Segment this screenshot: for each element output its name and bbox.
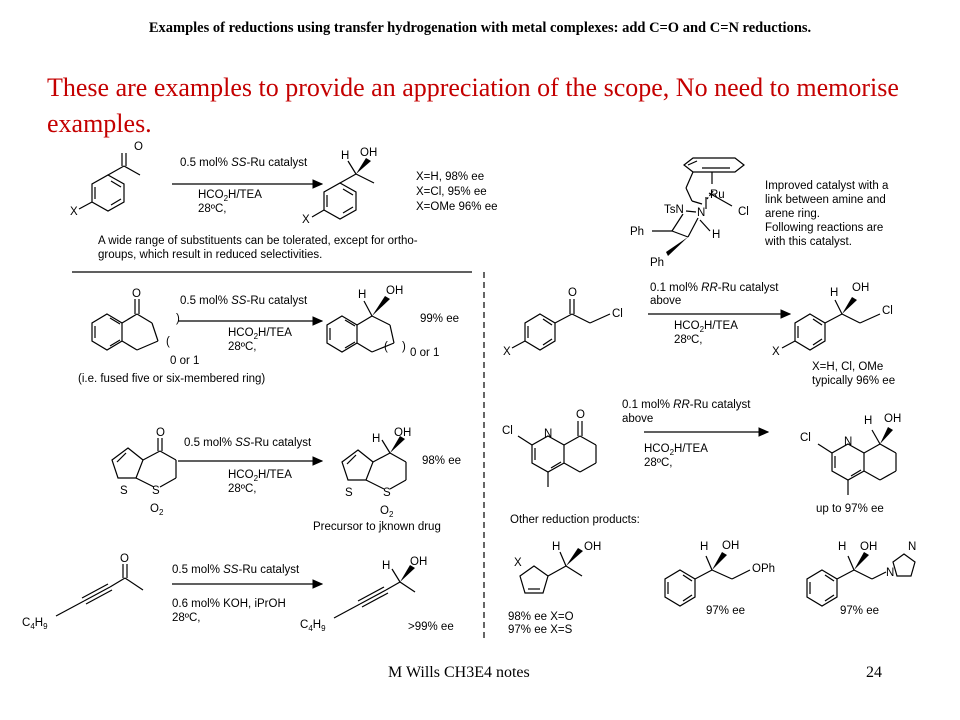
p3-n2: N: [886, 567, 895, 579]
r4-catalyst: 0.5 mol% SS-Ru catalyst: [172, 564, 300, 576]
r5-cond1: $HCO_2H$/TEA: [674, 320, 738, 334]
r2-note: (i.e. fused five or six-membered ring): [78, 373, 266, 385]
r5-x-label: X: [503, 346, 511, 358]
cat-ph-1: Ph: [630, 226, 645, 238]
cat-desc-2: arene ring.: [765, 208, 820, 220]
catalyst-labels: [630, 180, 889, 269]
r5-catalyst-2: above: [650, 295, 682, 307]
reaction-6: [518, 421, 896, 495]
r6-ee: up to 97% ee: [816, 503, 884, 515]
r1-o-label: O: [134, 141, 143, 153]
r5-catalyst-1: 0.1 mol% RR-Ru catalyst: [650, 282, 779, 294]
r6-catalyst-1: 0.1 mol% RR-Ru catalyst: [622, 399, 751, 411]
other-products: [520, 548, 915, 606]
r1-cond2: 28ºC,: [198, 203, 227, 215]
r4-h-label: H: [382, 560, 391, 572]
cat-ru: Ru: [710, 189, 725, 201]
r5-h-label: H: [830, 287, 839, 299]
r3-note: Precursor to jknown drug: [313, 521, 441, 533]
r2-oh-label: OH: [386, 285, 404, 297]
r4-oh-label: OH: [410, 556, 428, 568]
r6-pcl-label: Cl: [800, 432, 811, 444]
footer-author: M Wills CH3E4 notes: [388, 664, 530, 681]
r2-cond2: 28ºC,: [228, 341, 257, 353]
p1-ee-1: 98% ee X=O: [508, 611, 574, 623]
r4-pc4h9: $C_4H_9$: [300, 619, 326, 633]
reaction-5-labels: [503, 282, 895, 387]
r4-o-label: O: [120, 553, 129, 565]
r5-o-label: O: [568, 287, 577, 299]
r2-paren-open-prod: (: [384, 341, 388, 353]
intro-text: These are examples to provide an appreciation of the scope, No need to memorise examples.: [47, 73, 899, 138]
r3-oh-label: OH: [394, 427, 412, 439]
cat-desc-4: with this catalyst.: [765, 236, 852, 248]
p1-h: H: [552, 541, 561, 553]
r1-catalyst: 0.5 mol% SS-Ru catalyst: [180, 157, 308, 169]
r2-h-label: H: [358, 289, 367, 301]
r1-result-0: X=H, 98% ee: [416, 171, 485, 183]
r5-cond2: 28ºC,: [674, 334, 703, 346]
r5-px-label: X: [772, 346, 780, 358]
r3-cond2: 28ºC,: [228, 483, 257, 495]
r1-x-label-prod: X: [302, 214, 310, 226]
reaction-6-labels: [502, 399, 901, 515]
p3-n1: N: [908, 541, 917, 553]
r2-paren-close-prod: ): [402, 341, 406, 353]
r6-o-label: O: [576, 409, 585, 421]
p2-ee: 97% ee: [706, 605, 746, 617]
r3-h-label: H: [372, 433, 381, 445]
r2-cond1: $HCO_2H$/TEA: [228, 327, 292, 341]
r2-o-label: O: [132, 288, 141, 300]
reaction-1-labels: [70, 141, 498, 261]
r3-pso2: $O_2$: [380, 505, 394, 519]
r2-ee: 99% ee: [420, 313, 460, 325]
reaction-3-labels: [120, 427, 461, 533]
p3-ee: 97% ee: [840, 605, 880, 617]
r1-result-2: X=OMe 96% ee: [416, 201, 498, 213]
page-number: 24: [866, 664, 882, 681]
reaction-4-labels: [22, 553, 454, 633]
others-heading: Other reduction products:: [510, 514, 640, 526]
r1-x-label: X: [70, 206, 78, 218]
r4-c4h9: $C_4H_9$: [22, 617, 48, 631]
r4-cond2: 28ºC,: [172, 612, 201, 624]
r1-oh-label: OH: [360, 147, 378, 159]
cat-desc-1: link between amine and: [765, 194, 886, 206]
other-products-labels: [508, 514, 916, 636]
r3-o-label: O: [156, 427, 165, 439]
r3-s1: S: [120, 485, 128, 497]
r5-cl-label: Cl: [612, 308, 623, 320]
r2-catalyst: 0.5 mol% SS-Ru catalyst: [180, 295, 308, 307]
p2-oh: OH: [722, 540, 740, 552]
r1-cond1: $HCO_2H$/TEA: [198, 189, 262, 203]
r2-sub-label-prod: 0 or 1: [410, 347, 440, 359]
cat-desc-3: Following reactions are: [765, 222, 884, 234]
p3-h: H: [838, 541, 847, 553]
r5-pcl-label: Cl: [882, 305, 893, 317]
r3-so2: $O_2$: [150, 503, 164, 517]
r3-catalyst: 0.5 mol% SS-Ru catalyst: [184, 437, 312, 449]
r1-note-2: groups, which result in reduced selectivities.: [98, 249, 323, 261]
p1-x: X: [514, 557, 522, 569]
p3-oh: OH: [860, 541, 878, 553]
r4-ee: >99% ee: [408, 621, 454, 633]
r6-oh-label: OH: [884, 413, 902, 425]
r6-pn-label: N: [844, 436, 853, 448]
r4-cond1: 0.6 mol% KOH, iPrOH: [172, 598, 286, 610]
r6-h-label: H: [864, 415, 873, 427]
r2-paren-close: ): [176, 313, 180, 325]
p2-h: H: [700, 541, 709, 553]
p1-oh: OH: [584, 541, 602, 553]
slide-title: Examples of reductions using transfer hydrogenation with metal complexes: add C=O and C=N reductions.: [148, 20, 812, 36]
r3-cond1: $HCO_2H$/TEA: [228, 469, 292, 483]
r5-oh-label: OH: [852, 282, 870, 294]
r3-s2: S: [152, 485, 160, 497]
r5-result-2: typically 96% ee: [812, 375, 896, 387]
r6-cond1: $HCO_2H$/TEA: [644, 443, 708, 457]
r5-result-1: X=H, Cl, OMe: [812, 361, 884, 373]
r3-ps1: S: [345, 487, 353, 499]
r6-catalyst-2: above: [622, 413, 654, 425]
cat-n: N: [697, 207, 706, 219]
p2-oph: OPh: [752, 563, 776, 575]
r1-result-1: X=Cl, 95% ee: [416, 186, 487, 198]
r6-n-label: N: [544, 428, 553, 440]
r3-ps2: S: [383, 487, 391, 499]
r3-ee: 98% ee: [422, 455, 462, 467]
cat-h: H: [712, 229, 721, 241]
r6-cl-label: Cl: [502, 425, 513, 437]
cat-desc-0: Improved catalyst with a: [765, 180, 889, 192]
cat-ph-2: Ph: [650, 257, 665, 269]
r1-h-label: H: [341, 150, 350, 162]
r2-paren-open: (: [166, 336, 170, 348]
cat-cl: Cl: [738, 206, 749, 218]
r1-note-1: A wide range of substituents can be tolerated, except for ortho-: [98, 235, 418, 247]
p1-ee-2: 97% ee X=S: [508, 624, 573, 636]
r6-cond2: 28ºC,: [644, 457, 673, 469]
r2-sub-label: 0 or 1: [170, 355, 200, 367]
cat-tsn: TsN: [664, 204, 684, 216]
